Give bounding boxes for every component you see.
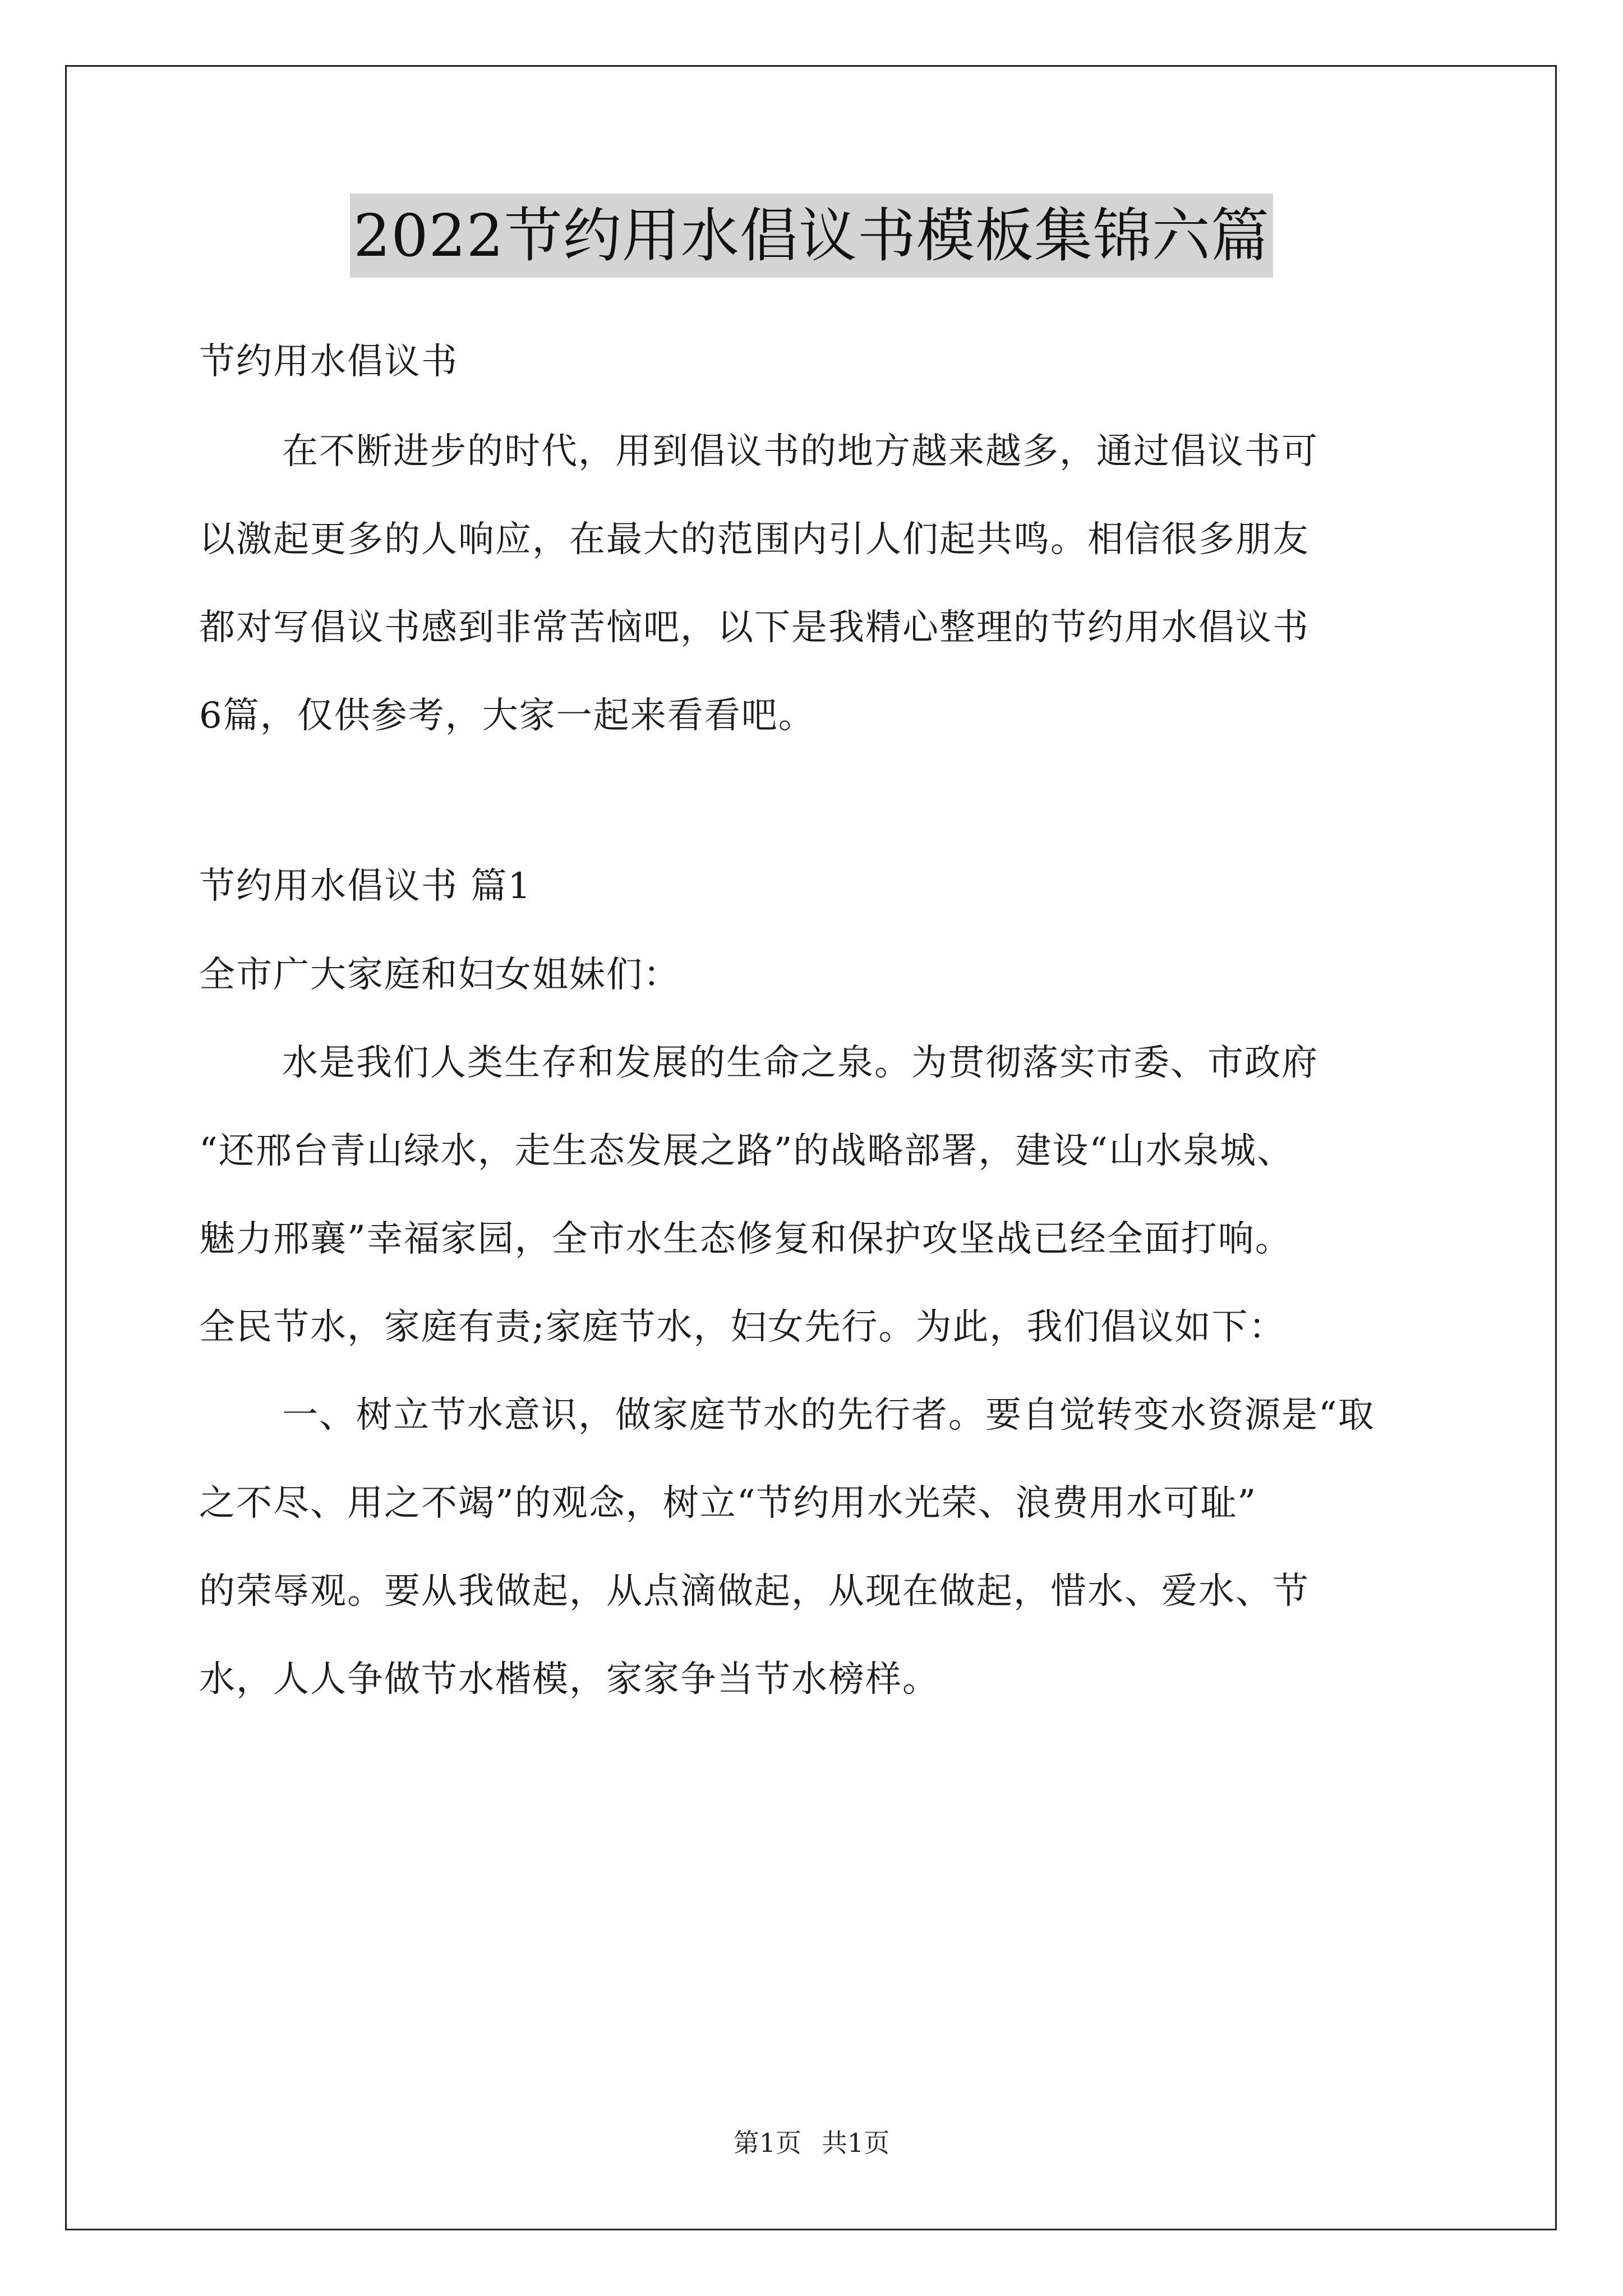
page-footer	[0, 2126, 1623, 2160]
title-container	[0, 194, 1623, 278]
section-heading: 节约用水倡议书	[199, 341, 458, 383]
paragraph-line: 在不断进步的时代，用到倡议书的地方越来越多，通过倡议书可	[282, 431, 1318, 472]
paragraph-line: 水是我们人类生存和发展的生命之泉。为贯彻落实市委、市政府	[282, 1042, 1318, 1084]
paragraph-line: 一、树立节水意识，做家庭节水的先行者。要自觉转变水资源是“取	[282, 1395, 1375, 1436]
paragraph-line: 全民节水，家庭有责;家庭节水，妇女先行。为此，我们倡议如下：	[199, 1306, 1286, 1348]
paragraph-line: 以激起更多的人响应，在最大的范围内引人们起共鸣。相信很多朋友	[199, 519, 1310, 560]
paragraph-line: 的荣辱观。要从我做起，从点滴做起，从现在做起，惜水、爱水、节	[199, 1571, 1310, 1612]
paragraph-line: 都对写倡议书感到非常苦恼吧，以下是我精心整理的节约用水倡议书	[199, 607, 1310, 648]
paragraph-line: 6篇，仅供参考，大家一起来看看吧。	[199, 695, 815, 737]
section-heading: 节约用水倡议书 篇1	[199, 866, 532, 907]
paragraph-line: 之不尽、用之不竭”的观念，树立“节约用水光荣、浪费用水可耻”	[199, 1483, 1257, 1524]
salutation: 全市广大家庭和妇女姐妹们：	[199, 954, 680, 996]
paragraph-line: 水，人人争做节水楷模，家家争当节水榜样。	[199, 1659, 939, 1700]
paragraph-line: “还邢台青山绿水，走生态发展之路”的战略部署，建设“山水泉城、	[199, 1130, 1294, 1172]
paragraph-line: 魅力邢襄”幸福家园，全市水生态修复和保护攻坚战已经全面打响。	[199, 1218, 1292, 1260]
page-number: 第1页	[733, 2128, 801, 2158]
document-title: 2022节约用水倡议书模板集锦六篇	[350, 194, 1273, 278]
page-total: 共1页	[822, 2128, 890, 2158]
